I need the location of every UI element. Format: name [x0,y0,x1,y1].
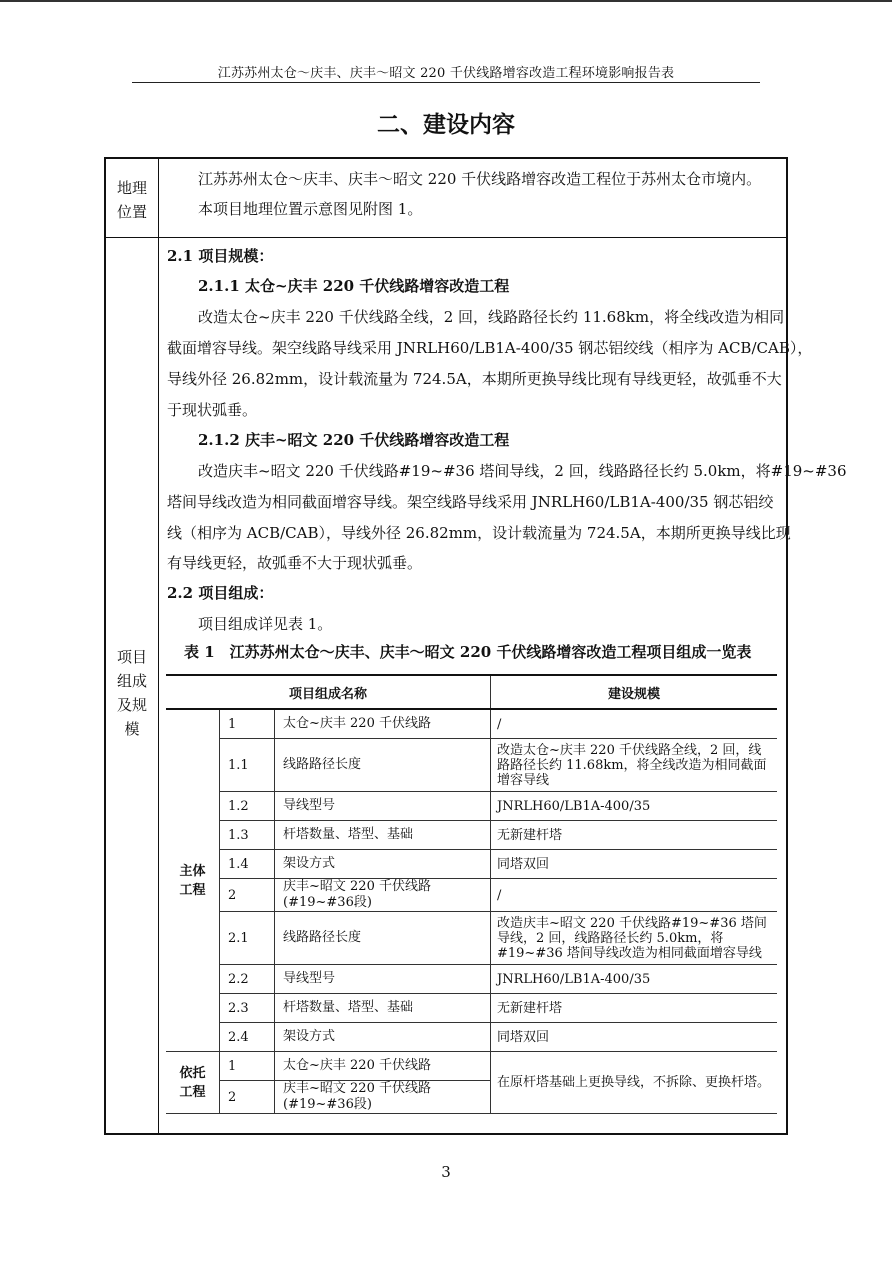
composition-label-line: 项目 [116,648,147,666]
row-name: 导线型号 [275,792,491,821]
table-row [166,792,777,821]
table-row [166,965,777,994]
row-num: 2 [220,1081,275,1114]
table-row [166,994,777,1023]
row-scale: 无新建杆塔 [491,994,778,1023]
group-main: 主体 工程 [166,709,220,1052]
row-scale: / [491,709,778,739]
table-row [166,1052,777,1081]
heading-2-1-2: 2.1.2 庆丰~昭文 220 千伏线路增容改造工程 [198,431,510,449]
row-scale: / [491,879,778,912]
composition-label-line: 及规 [116,696,147,714]
col-header-scale: 建设规模 [491,675,778,709]
table-caption: 表 1 江苏苏州太仓～庆丰、庆丰～昭文 220 千伏线路增容改造工程项目组成一览表 [184,643,752,661]
composition-label [106,645,158,741]
row-num: 2 [220,879,275,912]
row-num: 2.3 [220,994,275,1023]
table-row [166,821,777,850]
para-2-1-2-line: 改造庆丰~昭文 220 千伏线路#19~#36 塔间导线，2 回，线路路径长约 5.0km，将#19~#36 [198,462,847,480]
row-num: 2.1 [220,912,275,965]
header-rule [132,82,760,83]
row-name: 导线型号 [275,965,491,994]
row-name: 杆塔数量、塔型、基础 [275,994,491,1023]
table-row [166,879,777,912]
col-header-name: 项目组成名称 [166,675,491,709]
row-scale: JNRLH60/LB1A-400/35 [491,792,778,821]
table-row [166,1023,777,1052]
para-2-1-2-line: 塔间导线改造为相同截面增容导线。架空线路导线采用 JNRLH60/LB1A-400/35 钢芯铝绞 [167,493,774,511]
location-text-1: 江苏苏州太仓～庆丰、庆丰～昭文 220 千伏线路增容改造工程位于苏州太仓市境内。 [198,170,762,188]
row-num: 2.2 [220,965,275,994]
row-name: 杆塔数量、塔型、基础 [275,821,491,850]
para-2-2: 项目组成详见表 1。 [198,615,333,633]
row-scale: 同塔双回 [491,1023,778,1052]
table-row [166,912,777,965]
top-border [0,0,892,2]
location-text-2: 本项目地理位置示意图见附图 1。 [198,200,423,218]
row-num: 1.3 [220,821,275,850]
group-dependent: 依托 工程 [166,1052,220,1114]
para-2-1-2-line: 有导线更轻，故弧垂不大于现状弧垂。 [167,554,423,572]
para-2-1-2-line: 线（相序为 ACB/CAB），导线外径 26.82mm，设计载流量为 724.5A，本期所更换导线比现 [167,524,791,542]
table-row [166,739,777,792]
row-name: 太仓~庆丰 220 千伏线路 [275,1052,491,1081]
row-num: 1.1 [220,739,275,792]
composition-table [166,674,777,1114]
location-label [106,176,158,224]
row-num: 1.4 [220,850,275,879]
location-label-line: 地理 [116,179,147,197]
row-scale: 改造太仓~庆丰 220 千伏线路全线，2 回，线路路径长约 11.68km，将全线改造为相同截面增容导线 [491,739,778,792]
para-2-1-1-line: 于现状弧垂。 [167,401,258,419]
composition-label-line: 模 [124,720,140,738]
para-2-1-1-line: 导线外径 26.82mm，设计载流量为 724.5A，本期所更换导线比现有导线更轻，故弧垂不大 [167,370,782,388]
label-column-divider [158,159,159,1133]
row-num: 1 [220,1052,275,1081]
row-divider [106,237,786,238]
heading-2-2: 2.2 项目组成： [167,584,274,602]
row-name: 架设方式 [275,1023,491,1052]
page-title: 二、建设内容 [377,112,515,138]
row-scale: 无新建杆塔 [491,821,778,850]
row-name: 庆丰~昭文 220 千伏线路(#19~#36段) [275,879,491,912]
table-header-row [166,675,777,709]
table-row [166,709,777,739]
para-2-1-1-line: 改造太仓~庆丰 220 千伏线路全线，2 回，线路路径长约 11.68km，将全线改造为相同 [198,308,785,326]
heading-2-1: 2.1 项目规模： [167,247,274,265]
heading-2-1-1: 2.1.1 太仓~庆丰 220 千伏线路增容改造工程 [198,277,510,295]
row-name: 庆丰~昭文 220 千伏线路(#19~#36段) [275,1081,491,1114]
row-scale: 改造庆丰~昭文 220 千伏线路#19~#36 塔间导线，2 回，线路路径长约 5.0km，将#19~#36 塔间导线改造为相同截面增容导线 [491,912,778,965]
row-name: 线路路径长度 [275,912,491,965]
row-name: 架设方式 [275,850,491,879]
row-name: 太仓~庆丰 220 千伏线路 [275,709,491,739]
row-scale: JNRLH60/LB1A-400/35 [491,965,778,994]
row-num: 2.4 [220,1023,275,1052]
location-label-line: 位置 [116,203,147,221]
composition-label-line: 组成 [116,672,147,690]
table-row [166,850,777,879]
dep-scale: 在原杆塔基础上更换导线，不拆除、更换杆塔。 [491,1052,778,1114]
para-2-1-1-line: 截面增容导线。架空线路导线采用 JNRLH60/LB1A-400/35 钢芯铝绞线（相序为 ACB/CAB）， [167,339,813,357]
row-scale: 同塔双回 [491,850,778,879]
row-name: 线路路径长度 [275,739,491,792]
row-num: 1.2 [220,792,275,821]
row-num: 1 [220,709,275,739]
page-number: 3 [441,1163,451,1181]
running-header: 江苏苏州太仓～庆丰、庆丰～昭文 220 千伏线路增容改造工程环境影响报告表 [217,66,675,81]
